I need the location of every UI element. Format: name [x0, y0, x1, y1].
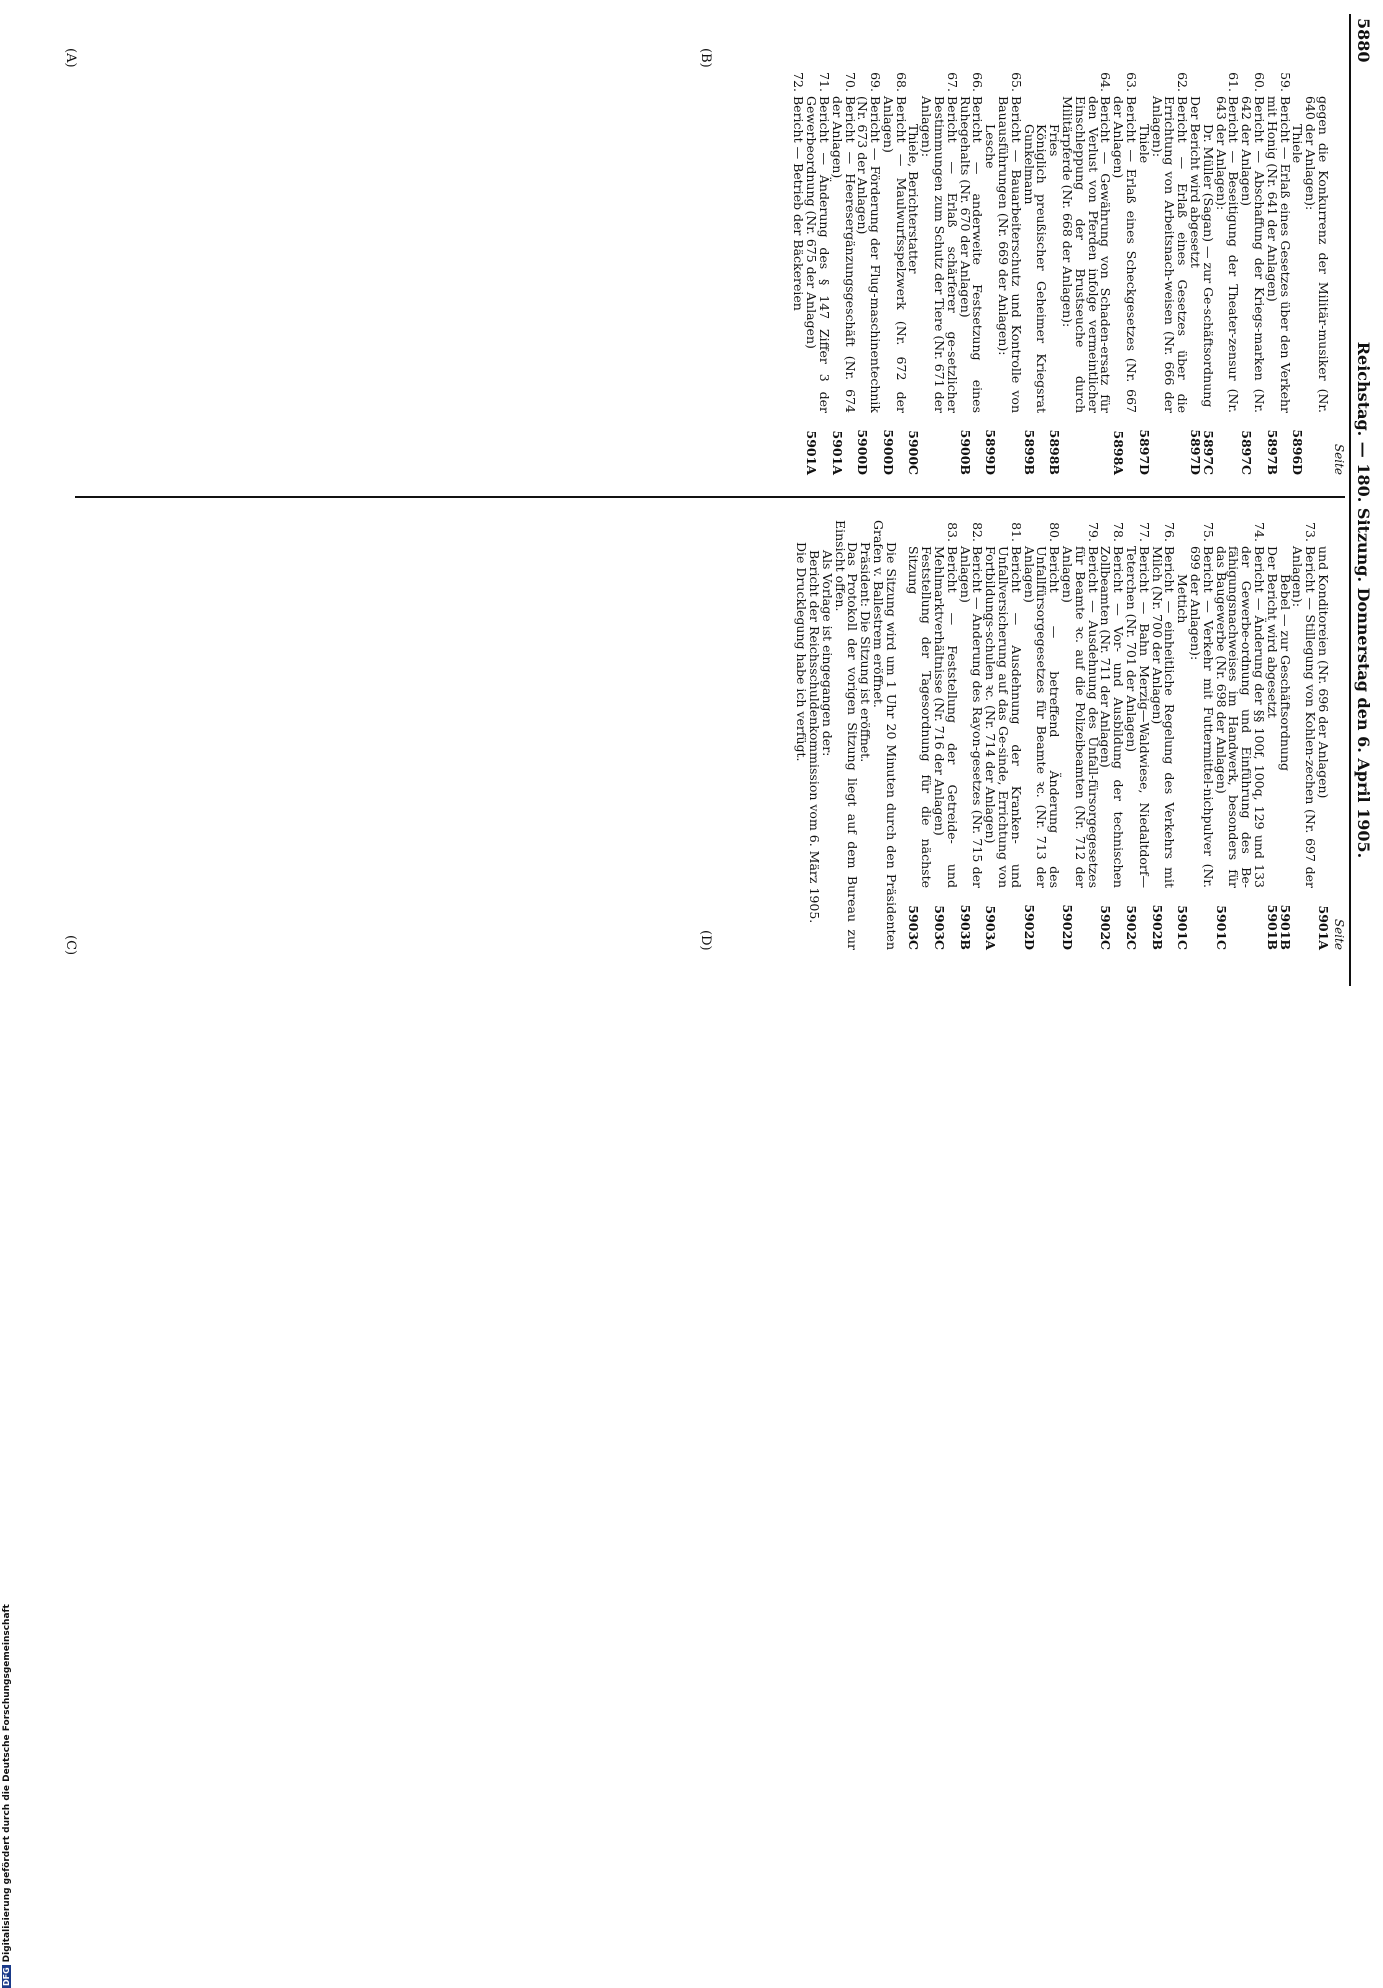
- toc-entry: [1188, 70, 1204, 475]
- dfg-credit: [2, 1604, 12, 1988]
- entry-text: Königlich preußischer Geheimer Kriegsrat Gunkelmann: [1021, 124, 1050, 413]
- toc-entry: [983, 70, 999, 475]
- entry-page-ref: 5898A: [1111, 430, 1127, 475]
- margin-marker-d: (D): [698, 930, 713, 951]
- entry-text: Der Bericht wird abgesetzt: [1188, 96, 1204, 268]
- entry-page-ref: 5903C: [906, 905, 922, 950]
- entry-number: 64.: [1098, 72, 1114, 92]
- entry-number: [1278, 520, 1291, 546]
- entry-text: Bericht — Bauarbeiterschutz und Kontrolle von Bauausführungen (Nr. 669 der Anlagen):: [996, 96, 1024, 413]
- toc-entry: [1316, 520, 1329, 950]
- toc-entry: [958, 70, 984, 475]
- toc-entry: [958, 520, 984, 950]
- entry-text: Thiele: [1136, 124, 1152, 164]
- entry-text: Bericht — Maulwurfsspelzwerk (Nr. 672 der Anlagen): [880, 96, 909, 413]
- header-rule: [1349, 14, 1351, 986]
- toc-entry: [1239, 70, 1268, 475]
- entry-text: Dr. Müller (Sagan) — zur Ge-schäftsordnung: [1200, 124, 1216, 408]
- toc-entry: [996, 70, 1022, 475]
- entry-number: [1047, 70, 1060, 96]
- toc-entry: [1124, 520, 1150, 950]
- entry-number: 70.: [842, 72, 858, 92]
- entry-text: Bericht — betreffend Änderung des Unfallfürsorgegesetzes für Beamte ꝛc. (Nr. 713 der Anlagen): [1021, 546, 1063, 888]
- entry-page-ref: 5900D: [880, 429, 896, 475]
- entry-page-ref: 5902C: [1098, 905, 1114, 950]
- toc-entry: [1150, 520, 1176, 950]
- entry-number: 62.: [1175, 72, 1191, 92]
- entry-text: Bericht — Gewährung von Schaden-ersatz für den Verlust von Pferden infolge vermeintlicher Einschleppung der Brustseuche durch Militärpferde (Nr. 668 der Anlagen):: [1060, 96, 1114, 413]
- credit-text: Digitalisierung gefördert durch die Deutsche Forschungsgemeinschaft: [2, 1604, 12, 1963]
- entry-text: Bericht — Änderung des § 147 Ziffer 3 der Gewerbeordnung (Nr. 675 der Anlagen): [804, 96, 832, 413]
- toc-entry: [920, 70, 958, 475]
- entry-number: 59.: [1277, 72, 1293, 92]
- entry-page-ref: 5900D: [855, 429, 871, 475]
- entry-text: Bericht — Feststellung der Getreide- und Mehlmarktverhältnisse (Nr. 716 der Anlagen): [932, 546, 960, 888]
- entry-page-ref: 5897B: [1264, 429, 1280, 475]
- left-column-seite-label: Seite: [1332, 443, 1346, 475]
- entry-text: Bericht — Ausdehnung der Kranken- und Unfallversicherung auf das Ge-sinde, Errichtung von Fortbildungs-schulen ꝛc. (Nr. 714 der Anlagen): [983, 546, 1024, 888]
- entry-number: 78.: [1111, 522, 1127, 542]
- entry-text: Bericht — Erlaß eines Gesetzes über die Errichtung von Arbeitsnach-weisen (Nr. 666 der Anlagen):: [1149, 96, 1191, 413]
- closing-paragraph: Bericht der Reichsschuldenkommission vom 6. März 1905.: [806, 550, 822, 924]
- entry-page-ref: 5901B: [1277, 904, 1293, 950]
- toc-entry: [1099, 520, 1125, 950]
- dfg-logo-icon: DFG: [2, 1967, 11, 1986]
- entry-text: Thiele, Berichterstatter: [906, 124, 922, 274]
- entry-page-ref: 5901C: [1213, 905, 1229, 950]
- entry-number: [907, 520, 933, 546]
- toc-entry: [1022, 70, 1048, 475]
- entry-text: Bericht — Beseitigung der Theater-zensur (Nr. 643 der Anlagen):: [1213, 96, 1242, 413]
- margin-marker-c: (C): [63, 935, 78, 956]
- entry-text: Bericht — Änderung des Rayon-gesetzes (Nr. 715 der Anlagen): [957, 546, 986, 888]
- entry-number: 71.: [816, 72, 832, 92]
- entry-number: 76.: [1162, 522, 1178, 542]
- entry-text: Feststellung der Tagesordnung für die nächste Sitzung: [906, 546, 935, 888]
- entry-page-ref: 5902D: [1021, 904, 1037, 950]
- entry-text: Thiele: [1290, 124, 1306, 164]
- entry-number: 65.: [1008, 72, 1024, 92]
- entry-text: Bericht — Ausdehnung des Unfall-fürsorgegesetzes für Beamte ꝛc. auf die Polizeibeamten (Nr. 712 der Anlagen): [1060, 546, 1101, 888]
- entry-page-ref: 5901A: [1316, 905, 1331, 950]
- column-divider: [75, 496, 1345, 498]
- entry-number: 61.: [1226, 72, 1242, 92]
- toc-entry: [804, 70, 830, 475]
- entry-number: 67.: [944, 72, 960, 92]
- toc-entry: [932, 520, 958, 950]
- entry-number: 73.: [1303, 522, 1319, 542]
- closing-block: [794, 520, 899, 950]
- running-head: Reichstag. — 180. Sitzung. Donnerstag den 6. April 1905.: [1354, 341, 1373, 859]
- entry-page-ref: 5897C: [1239, 430, 1255, 475]
- entry-page-ref: 5903C: [932, 905, 948, 950]
- entry-page-ref: 5903A: [983, 905, 999, 950]
- entry-number: [1188, 70, 1201, 96]
- toc-entry: [1149, 70, 1191, 475]
- toc-entry: [1111, 70, 1140, 475]
- entry-page-ref: 5897D: [1136, 429, 1152, 475]
- entry-page-ref: 5902B: [1149, 904, 1165, 950]
- toc-entry: [1303, 70, 1329, 475]
- closing-paragraph: Das Protokoll der vorigen Sitzung liegt auf dem Bureau zur Einsicht offen.: [832, 520, 861, 950]
- entry-text: Bericht — Bahn Merzig—Waldwiese, Niedaltdorf—Teterchen (Nr. 701 der Anlagen): [1124, 546, 1152, 888]
- entry-page-ref: 5903B: [957, 904, 973, 950]
- entry-number: 66.: [970, 72, 986, 92]
- entry-text: Bericht — Vor- und Ausbildung der technischen Zollbeamten (Nr. 711 der Anlagen): [1098, 546, 1127, 888]
- entry-page-ref: 5900B: [957, 429, 973, 475]
- entry-number: 81.: [1008, 522, 1024, 542]
- entry-number: 75.: [1200, 522, 1216, 542]
- entry-text: Fries: [1047, 124, 1063, 157]
- toc-entry: [881, 70, 907, 475]
- toc-entry: [983, 520, 1024, 950]
- closing-paragraph: Präsident: Die Sitzung ist eröffnet.: [858, 542, 874, 763]
- entry-page-ref: 5902D: [1060, 904, 1076, 950]
- toc-entry: [907, 520, 933, 950]
- entry-number: [1303, 70, 1329, 96]
- entry-number: 72.: [791, 72, 807, 92]
- toc-entry: [1047, 70, 1063, 475]
- entry-text: Bericht — einheitliche Regelung des Verkehrs mit Milch (Nr. 700 der Anlagen): [1149, 546, 1178, 888]
- entry-number: [1201, 70, 1214, 96]
- entry-page-ref: 5902C: [1124, 905, 1140, 950]
- entry-number: [1175, 520, 1188, 546]
- toc-entry: [1060, 520, 1101, 950]
- entry-page-ref: 5897C: [1200, 430, 1216, 475]
- margin-marker-a: (A): [63, 48, 78, 68]
- entry-page-ref: 5899B: [1021, 429, 1037, 475]
- entry-text: Mettich: [1175, 574, 1191, 624]
- toc-entry: [1175, 520, 1191, 950]
- entry-text: Bericht — Erlaß eines Gesetzes über den Verkehr mit Honig (Nr. 641 der Anlagen): [1264, 96, 1293, 413]
- entry-text: Bericht — Förderung der Flug-maschinentechnik (Nr. 673 der Anlagen): [855, 96, 884, 413]
- entry-number: [1316, 520, 1329, 546]
- entry-number: 80.: [1047, 522, 1063, 542]
- toc-entry: [1291, 520, 1317, 950]
- entry-number: 68.: [893, 72, 909, 92]
- entry-page-ref: 5898B: [1047, 429, 1063, 475]
- right-column-seite-label: Seite: [1332, 918, 1346, 950]
- entry-number: 79.: [1085, 522, 1101, 542]
- closing-paragraph: Die Sitzung wird um 1 Uhr 20 Minuten durch den Präsidenten Grafen v. Ballestrem eröffnet.: [870, 520, 899, 950]
- closing-paragraph: Als Vorlage ist eingegangen der:: [819, 550, 835, 757]
- entry-text: und Konditoreien (Nr. 696 der Anlagen): [1316, 546, 1331, 799]
- entry-number: 63.: [1124, 72, 1140, 92]
- entry-text: Bericht — anderweite Festsetzung eines Ruhegehalts (Nr. 670 der Anlagen): [957, 96, 986, 413]
- entry-number: 83.: [944, 522, 960, 542]
- page-number: 5880: [1354, 18, 1373, 63]
- toc-entry: [1214, 70, 1240, 475]
- entry-text: Bericht — Abschaffung der Kriegs-marken (Nr. 642 der Anlagen): [1239, 96, 1268, 413]
- entry-page-ref: 5901B: [1264, 904, 1280, 950]
- entry-text: Bericht — Verkehr mit Futtermittel-nichpulver (Nr. 699 der Anlagen):: [1188, 546, 1216, 888]
- toc-entry: [1021, 520, 1063, 950]
- entry-page-ref: 5901A: [829, 430, 845, 475]
- entry-text: Bericht — Erlaß eines Scheckgesetzes (Nr. 667 der Anlagen): [1111, 96, 1140, 413]
- closing-paragraph: Die Drucklegung habe ich verfügt.: [794, 542, 810, 762]
- entry-text: Der Bericht wird abgesetzt: [1264, 546, 1280, 718]
- right-column: [794, 520, 1345, 950]
- left-column: [792, 70, 1345, 475]
- entry-text: Bericht — Änderung der §§ 100f, 100q, 129 und 133 der Gewerbe-ordnung und Einführung des Be-fähigungsnachweises im Handwerk, besonders für das Baugewerbe (Nr. 698 der Anlagen): [1213, 546, 1268, 888]
- entry-text: gegen die Konkurrenz der Militär-musiker (Nr. 640 der Anlagen):: [1303, 96, 1331, 413]
- entry-number: 74.: [1252, 522, 1268, 542]
- entry-page-ref: 5896D: [1290, 429, 1306, 475]
- entry-number: 82.: [970, 522, 986, 542]
- toc-entry: [792, 70, 805, 475]
- entry-page-ref: 5899D: [983, 429, 999, 475]
- margin-marker-b: (B): [698, 48, 713, 68]
- toc-entry: [830, 70, 856, 475]
- toc-entry: [856, 70, 882, 475]
- toc-entry: [1188, 520, 1214, 950]
- entry-text: Bericht — Stillegung von Kohlen-zechen (Nr. 697 der Anlagen):: [1290, 546, 1319, 888]
- entry-number: [1022, 70, 1048, 96]
- toc-entry: [1213, 520, 1268, 950]
- toc-entry: [1265, 70, 1291, 475]
- entry-number: 60.: [1252, 72, 1268, 92]
- entry-page-ref: 5901A: [804, 430, 820, 475]
- entry-number: 69.: [868, 72, 884, 92]
- entry-page-ref: 5901C: [1175, 905, 1191, 950]
- entry-page-ref: 5900C: [906, 430, 922, 475]
- entry-text: Bebel — zur Geschäftsordnung: [1277, 574, 1293, 772]
- entry-number: 77.: [1136, 522, 1152, 542]
- entry-text: Bericht — Heeresergänzungsgeschäft (Nr. 674 der Anlagen): [829, 96, 858, 413]
- entry-text: Lesche: [983, 124, 999, 169]
- entry-page-ref: 5897D: [1188, 429, 1204, 475]
- entry-number: [983, 70, 996, 96]
- toc-entry: [1060, 70, 1114, 475]
- entry-text: Bericht — Betrieb der Bäckereien: [791, 96, 807, 311]
- entry-text: Bericht — Erlaß schärferer ge-setzlicher Bestimmungen zum Schutz der Tiere (Nr. 671 der Anlagen):: [919, 96, 960, 413]
